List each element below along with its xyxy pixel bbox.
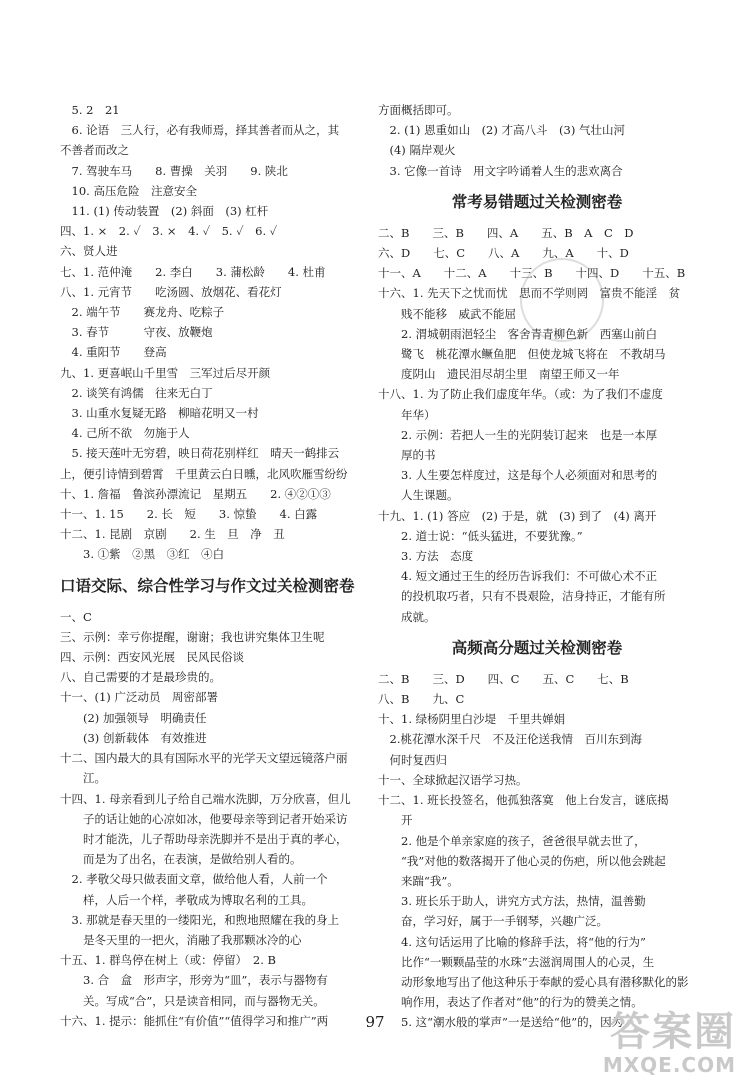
answer-line: 十、1. 詹福 鲁滨孙漂流记 星期五 2. ④②①③	[60, 486, 331, 501]
answer-line: 2. (1) 恩重如山 (2) 才高八斗 (3) 气壮山河	[378, 123, 625, 138]
stamp-seal	[520, 258, 604, 342]
answer-line: 3. 它像一首诗 用文字吟诵着人生的悲欢离合	[378, 163, 623, 178]
answer-line: 十二、国内最大的具有国际水平的光学天文望远镜落户丽	[60, 751, 348, 766]
section-title-high-frequency: 高频高分题过关检测密卷	[451, 638, 623, 657]
answer-block-high-frequency	[378, 669, 696, 1033]
answer-line: 3. 人生要怎样度过，这是每个人必须面对和思考的	[378, 468, 658, 483]
answer-line: (4) 隔岸观火	[378, 143, 456, 158]
answer-line: 2. 道士说：“低头猛进，不要犹豫。”	[378, 528, 583, 543]
answer-line: 4. 短文通过王生的经历告诉我们：不可做心术不正	[378, 569, 658, 584]
answer-line: 一、C	[60, 609, 92, 624]
answer-line: 2. 他是个单亲家庭的孩子，爸爸很早就去世了，	[378, 833, 646, 848]
answer-line: 六、D 七、C 八、A 九、A 十、D	[378, 246, 629, 261]
answer-line: 人生课题。	[378, 488, 459, 503]
answer-block-continued	[378, 100, 696, 181]
answer-line: 厚的书	[378, 448, 436, 463]
answer-line: 比作“一颗颗晶莹的水珠”去滋润周围人的心灵，生	[378, 954, 655, 969]
answer-line: 何时复西归	[378, 752, 447, 767]
answer-line: 十一、1. 15 2. 长 短 3. 惊蛰 4. 白露	[60, 507, 318, 522]
answer-line: 三、示例：幸亏你提醒，谢谢；我也讲究集体卫生呢	[60, 629, 325, 644]
answer-line: 3. ①紫 ②黑 ③红 ④白	[60, 547, 225, 562]
answer-line: 7. 驾驶车马 8. 曹操 关羽 9. 陕北	[60, 163, 288, 178]
answer-line: “我”对他的数落揭开了他心灵的伤疤，所以他会跳起	[378, 853, 666, 868]
answer-line: 11. (1) 传动装置 (2) 斜面 (3) 杠杆	[60, 204, 269, 219]
answer-line: 是冬天里的一把火，消融了我那颗冰冷的心	[60, 932, 302, 947]
answer-line: 九、1. 更喜岷山千里雪 三军过后尽开颜	[60, 365, 271, 380]
answer-line: 样，人后一个样，孝敬成为博取名利的工具。	[60, 892, 313, 907]
answer-line: 四、1. × 2. ✓ 3. × 4. ✓ 5. ✓ 6. ✓	[60, 224, 278, 239]
answer-line: 2. 端午节 赛龙舟、吃粽子	[60, 305, 225, 320]
answer-line: 十二、1. 班长投签名，他孤独落寞 他上台发言，谜底揭	[378, 793, 669, 808]
answer-block-part1	[60, 100, 360, 565]
answer-line: 成就。	[378, 609, 436, 624]
answer-line: 方面概括即可。	[378, 103, 459, 117]
answer-line: 十八、1. 为了防止我们虚度年华。（或：为了我们不虚度	[378, 387, 663, 402]
answer-line: 江。	[60, 771, 106, 786]
answer-line: 十四、1. 母亲看到儿子给自己端水洗脚，万分欣喜，但儿	[60, 791, 351, 806]
watermark-line2: MXQE.COM	[602, 1053, 736, 1077]
left-column	[60, 100, 360, 1031]
answer-line: 5. 这“潮水般的掌声”一是送给“他”的，因为	[378, 1015, 624, 1030]
answer-line: 贱不能移 威武不能屈	[378, 306, 516, 321]
answer-line: 2.桃花潭水深千尺 不及汪伦送我情 百川东到海	[378, 732, 642, 747]
answer-line: 十五、1. 群鸟停在树上（或：停留） 2. B	[60, 953, 276, 968]
answer-line: 3. 山重水复疑无路 柳暗花明又一村	[60, 406, 259, 421]
answer-line: 2. 谈笑有鸿儒 往来无白丁	[60, 385, 213, 400]
watermark-logo	[603, 1010, 736, 1076]
answer-line: 4. 这句话运用了比喻的修辞手法，将“他的行为”	[378, 934, 646, 949]
right-column	[378, 100, 696, 1033]
answer-line: 八、B 九、C	[378, 692, 465, 707]
answer-line: 十一、A 十二、A 十三、B 十四、D 十五、B	[378, 266, 686, 281]
answer-line: 5. 接天莲叶无穷碧，映日荷花别样红 晴天一鹤排云	[60, 446, 340, 461]
answer-line: 鹭飞 桃花潭水鳜鱼肥 但使龙城飞将在 不教胡马	[378, 347, 666, 362]
answer-line: 二、B 三、D 四、C 五、C 七、B	[378, 671, 629, 686]
answer-line: 来踹“我”。	[378, 873, 459, 888]
answer-line: 6. 论语 三人行，必有我师焉，择其善者而从之，其	[60, 123, 340, 138]
answer-line: 十九、1. (1) 答应 (2) 于是，就 (3) 到了 (4) 离开	[378, 508, 657, 523]
answer-line: 4. 己所不欲 勿施于人	[60, 426, 190, 441]
answer-line: 3. 春节 守夜、放鞭炮	[60, 325, 213, 340]
answer-line: 上，便引诗情到碧霄 千里黄云白日曛，北风吹雁雪纷纷	[60, 466, 348, 481]
answer-line: (3) 创新载体 有效推进	[60, 730, 207, 745]
answer-line: 响作用，表达了作者对“他”的行为的赞美之情。	[378, 995, 643, 1010]
answer-line: 4. 重阳节 登高	[60, 345, 167, 360]
answer-line: 开	[378, 813, 413, 828]
page-number: 97	[365, 1013, 385, 1031]
answer-line: 二、B 三、B 四、A 五、B A C D	[378, 225, 634, 240]
answer-line: 3. 那就是春天里的一缕阳光，和煦地照耀在我的身上	[60, 912, 340, 927]
answer-line: 度阴山 遗民泪尽胡尘里 南望王师又一年	[378, 367, 620, 382]
answer-line: 十一、(1) 广泛动员 周密部署	[60, 690, 218, 705]
answer-line: 子的话让她的心凉如冰，他要母亲等到记者开始采访	[60, 811, 348, 826]
answer-line: 2. 渭城朝雨浥轻尘 客舍青青柳色新 西塞山前白	[378, 326, 658, 341]
answer-line: 时才能洗，儿子帮助母亲洗脚并不是出于真的孝心，	[60, 831, 348, 846]
section-title-oral-communication: 口语交际、综合性学习与作文过关检测密卷	[60, 576, 355, 595]
watermark-line1: 答案圈	[610, 1009, 736, 1055]
answer-line: 10. 高压危险 注意安全	[60, 183, 197, 198]
answer-line: 十一、全球掀起汉语学习热。	[378, 772, 528, 787]
answer-block-part2	[60, 607, 360, 1031]
answer-line: 而是为了出名，在表演，是做给别人看的。	[60, 852, 302, 867]
answer-line: (2) 加强领导 明确责任	[60, 710, 207, 725]
answer-line: 关。写成“合”，只是读音相同，而与器物无关。	[60, 993, 325, 1008]
answer-line: 奋，学习好，属于一手钢琴，兴趣广泛。	[378, 914, 608, 929]
answer-line: 3. 合 盒 形声字，形旁为“皿”，表示与器物有	[60, 973, 328, 988]
answer-line: 动形象地写出了他这种乐于奉献的爱心具有潜移默化的影	[378, 974, 689, 989]
answer-line: 八、1. 元宵节 吃汤圆、放烟花、看花灯	[60, 284, 282, 299]
answer-line: 十六、1. 提示：能抓住“有价值”“值得学习和推广”两	[60, 1013, 329, 1028]
answer-line: 七、1. 范仲淹 2. 李白 3. 蒲松龄 4. 杜甫	[60, 264, 326, 279]
answer-line: 四、示例：西安风光展 民风民俗谈	[60, 650, 244, 665]
answer-line: 十二、1. 昆剧 京剧 2. 生 旦 净 丑	[60, 527, 285, 542]
answer-line: 2. 示例：若把人一生的光阴装订起来 也是一本厚	[378, 427, 658, 442]
answer-line: 5. 2 21	[60, 103, 120, 117]
answer-line: 3. 班长乐于助人，讲究方式方法，热情，温善勤	[378, 894, 646, 909]
answer-line: 3. 方法 态度	[378, 549, 474, 564]
answer-line: 十、1. 绿杨阴里白沙堤 千里共婵娟	[378, 712, 566, 727]
answer-line: 不善者而改之	[60, 143, 129, 158]
answer-line: 2. 孝敬父母只做表面文章，做给他人看，人前一个	[60, 872, 328, 887]
answer-line: 六、贤人进	[60, 244, 118, 259]
section-title-common-errors: 常考易错题过关检测密卷	[451, 192, 623, 211]
answer-line: 八、自己需要的才是最珍贵的。	[60, 670, 221, 685]
answer-line: 年华）	[378, 407, 436, 422]
answer-line: 的投机取巧者，只有不畏艰险，洁身持正，才能有所	[378, 589, 666, 604]
answer-line: 十六、1. 先天下之忧而忧 思而不学则罔 富贵不能淫 贫	[378, 286, 681, 301]
